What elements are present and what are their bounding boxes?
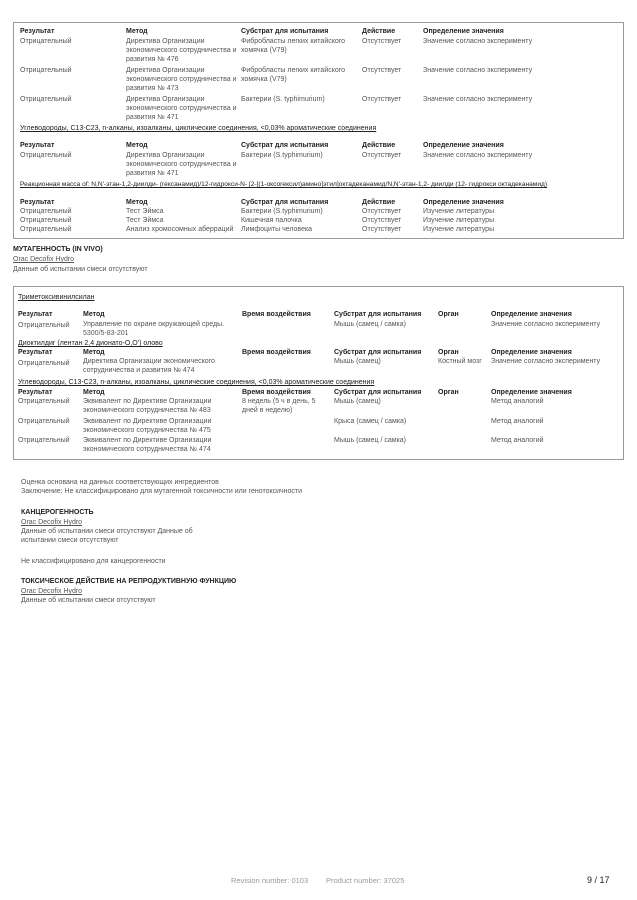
col-organ-header: Орган: [438, 349, 459, 356]
substance-title: Реакционная масса of: N,N'-этан-1,2-диилди- (гексанамид)/12-гидрокси-N- [2-[(1-оксогексил)амино]этил]октадеканамид/N,N'-этан-1,2- диилди (12- гидрокси октадеканамид): [20, 181, 548, 188]
reproductive-text: Данные об испытании смеси отсутствуют: [21, 597, 156, 604]
effect-cell: Отсутствует: [362, 208, 402, 215]
col-exposure-header: Время воздействия: [242, 349, 311, 356]
result-cell: Отрицательный: [20, 226, 72, 233]
result-cell: Отрицательный: [20, 208, 72, 215]
col-determination-header: Определение значения: [491, 389, 572, 396]
determination-cell: Значение согласно эксперименту: [491, 358, 601, 365]
col-result-header: Результат: [18, 349, 53, 356]
substance-title: Диоктилдиг (лентан 2,4 дионато-O,O') олово: [18, 340, 163, 347]
method-cell: Анализ хромосомных аберраций: [126, 226, 234, 233]
method-cell: Тест Эймса: [126, 208, 164, 215]
effect-cell: Отсутствует: [362, 67, 402, 74]
method-cell: Эквивалент по Директиве Организации экономического сотрудничества № 483: [83, 398, 212, 414]
determination-cell: Метод аналогий: [491, 418, 544, 425]
col-method-header: Метод: [83, 389, 105, 396]
exposure-cell: 8 недель (5 ч в день, 5 дней в неделю): [242, 398, 316, 414]
col-result-header: Результат: [18, 389, 53, 396]
method-cell: Эквивалент по Директиве Организации экономического сотрудничества № 475: [83, 418, 212, 434]
page-number: 9 / 17: [587, 875, 610, 885]
substrate-cell: Крыса (самец / самка): [334, 418, 407, 425]
col-substrate-header: Субстрат для испытания: [334, 349, 422, 356]
determination-cell: Изучение литературы: [423, 208, 495, 215]
col-substrate-header: Субстрат для испытания: [334, 389, 422, 396]
method-cell: Директива Организации экономического сотрудничества и развития № 473: [126, 67, 237, 92]
effect-cell: Отсутствует: [362, 152, 402, 159]
substrate-cell: Бактерии (S.typhimurium): [241, 208, 323, 215]
method-cell: Директива Организации экономического сотрудничества и развития № 476: [126, 38, 237, 63]
col-substrate-header: Субстрат для испытания: [241, 199, 329, 206]
method-cell: Директива Организации экономического сотрудничества и развития № 471: [126, 152, 237, 177]
determination-cell: Изучение литературы: [423, 226, 495, 233]
col-exposure-header: Время воздействия: [242, 311, 311, 318]
substrate-cell: Фибробласты легких китайского хомячка (V79): [241, 38, 346, 54]
substance-title: Углеводороды, C13-C23, n-алканы, изоалканы, циклические соединения, <0,03% ароматические соединения: [20, 125, 377, 132]
determination-cell: Метод аналогий: [491, 398, 544, 405]
method-cell: Эквивалент по Директиве Организации экономического сотрудничества № 474: [83, 437, 212, 453]
result-cell: Отрицательный: [20, 152, 72, 159]
col-determination-header: Определение значения: [423, 199, 504, 206]
substrate-cell: Кишечная палочка: [241, 217, 302, 224]
result-cell: Отрицательный: [18, 322, 70, 329]
substrate-cell: Бактерии (S.typhimurium): [241, 152, 323, 159]
col-substrate-header: Субстрат для испытания: [241, 142, 329, 149]
method-cell: Тест Эймса: [126, 217, 164, 224]
result-cell: Отрицательный: [20, 38, 72, 45]
result-cell: Отрицательный: [18, 437, 70, 444]
effect-cell: Отсутствует: [362, 96, 402, 103]
col-determination-header: Определение значения: [491, 349, 572, 356]
col-effect-header: Действие: [362, 199, 396, 206]
col-effect-header: Действие: [362, 142, 396, 149]
col-result-header: Результат: [18, 311, 53, 318]
determination-cell: Изучение литературы: [423, 217, 495, 224]
substrate-cell: Мышь (самец / самка): [334, 321, 406, 328]
col-organ-header: Орган: [438, 311, 459, 318]
product-name: Orac Decofix Hydro: [21, 588, 83, 595]
method-cell: Директива Организации экономического сотрудничества и развития № 474: [83, 358, 215, 374]
effect-cell: Отсутствует: [362, 38, 402, 45]
result-cell: Отрицательный: [18, 360, 70, 367]
determination-cell: Значение согласно эксперименту: [491, 321, 601, 328]
substrate-cell: Мышь (самец): [334, 358, 381, 365]
col-method-header: Метод: [126, 28, 148, 35]
col-determination-header: Определение значения: [423, 28, 504, 35]
determination-cell: Метод аналогий: [491, 437, 544, 444]
revision-number: Revision number: 0103: [231, 876, 309, 885]
result-cell: Отрицательный: [18, 398, 70, 405]
determination-cell: Значение согласно эксперименту: [423, 96, 533, 103]
col-result-header: Результат: [20, 28, 55, 35]
col-determination-header: Определение значения: [491, 311, 572, 318]
product-name: Orac Decofix Hydro: [21, 519, 83, 526]
col-method-header: Метод: [83, 311, 105, 318]
substrate-cell: Мышь (самец): [334, 398, 381, 405]
method-cell: Управление по охране окружающей среды. 5300/5-83-201: [83, 321, 225, 337]
invivo-heading: МУТАГЕННОСТЬ (IN VIVO): [13, 246, 103, 253]
col-determination-header: Определение значения: [423, 142, 504, 149]
carcinogenicity-heading: КАНЦЕРОГЕННОСТЬ: [21, 509, 94, 516]
substance-title: Триметоксивинилсилан: [18, 294, 95, 301]
result-cell: Отрицательный: [20, 217, 72, 224]
col-organ-header: Орган: [438, 389, 459, 396]
product-number: Product number: 37025: [326, 876, 405, 885]
col-method-header: Метод: [83, 349, 105, 356]
method-cell: Директива Организации экономического сотрудничества и развития № 471: [126, 96, 237, 121]
col-substrate-header: Субстрат для испытания: [334, 311, 422, 318]
organ-cell: Костный мозг: [438, 358, 482, 365]
result-cell: Отрицательный: [18, 418, 70, 425]
col-result-header: Результат: [20, 199, 55, 206]
product-name: Orac Decofix Hydro: [13, 256, 75, 263]
reproductive-heading: ТОКСИЧЕСКОЕ ДЕЙСТВИЕ НА РЕПРОДУКТИВНУЮ ФУНКЦИЮ: [21, 578, 237, 585]
col-effect-header: Действие: [362, 28, 396, 35]
invivo-text: Данные об испытании смеси отсутствуют: [13, 266, 148, 273]
col-method-header: Метод: [126, 199, 148, 206]
substance-title: Углеводороды, C13-C23, n-алканы, изоалканы, циклические соединения, <0,03% ароматические соединения: [18, 379, 375, 386]
col-substrate-header: Субстрат для испытания: [241, 28, 329, 35]
substrate-cell: Фибробласты легких китайского хомячка (V79): [241, 67, 346, 83]
substrate-cell: Мышь (самец / самка): [334, 437, 406, 444]
carcinogenicity-text: Данные об испытании смеси отсутствуют Данные об испытании смеси отсутствуют: [21, 528, 193, 544]
determination-cell: Значение согласно эксперименту: [423, 38, 533, 45]
substrate-cell: Бактерии (S. typhimurium): [241, 96, 325, 103]
col-result-header: Результат: [20, 142, 55, 149]
determination-cell: Значение согласно эксперименту: [423, 152, 533, 159]
determination-cell: Значение согласно эксперименту: [423, 67, 533, 74]
effect-cell: Отсутствует: [362, 217, 402, 224]
effect-cell: Отсутствует: [362, 226, 402, 233]
assessment-basis: Оценка основана на данных соответствующих ингредиентов: [21, 479, 219, 486]
col-method-header: Метод: [126, 142, 148, 149]
carcinogenicity-conclusion: Не классифицировано для канцерогенности: [21, 558, 166, 565]
substrate-cell: Лимфоциты человека: [241, 226, 313, 233]
result-cell: Отрицательный: [20, 96, 72, 103]
assessment-conclusion: Заключение: Не классифицировано для мутагенной токсичности или генотоксичности: [21, 488, 303, 495]
result-cell: Отрицательный: [20, 67, 72, 74]
col-exposure-header: Время воздействия: [242, 389, 311, 396]
